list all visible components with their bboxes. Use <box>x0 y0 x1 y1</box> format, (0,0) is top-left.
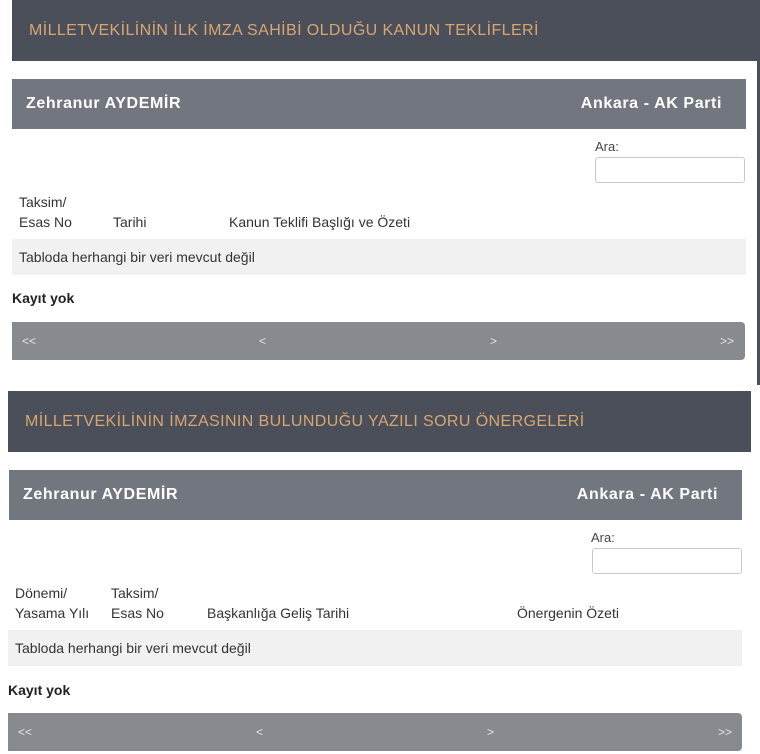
search-input[interactable] <box>592 548 742 574</box>
empty-message: Tabloda herhangi bir veri mevcut değil <box>19 249 255 265</box>
next-page-button[interactable]: > <box>490 334 498 348</box>
first-page-button[interactable]: << <box>22 334 37 348</box>
table-empty-row <box>12 239 746 275</box>
member-name: Zehranur AYDEMİR <box>23 486 179 503</box>
column-header-ozet[interactable] <box>517 603 619 623</box>
record-info: Kayıt yok <box>8 682 71 698</box>
pagination-bar <box>8 713 742 751</box>
last-page-button[interactable]: >> <box>720 334 735 348</box>
prev-page-button[interactable]: < <box>259 334 267 348</box>
column-header-label: Taksim/ Esas No <box>19 194 72 230</box>
record-info: Kayıt yok <box>12 290 75 306</box>
member-header <box>12 79 746 129</box>
section-title <box>12 0 760 61</box>
member-region: Ankara - AK Parti <box>580 95 722 112</box>
column-header-label: Önergenin Özeti <box>517 605 619 621</box>
prev-page-button[interactable]: < <box>256 725 264 739</box>
member-region: Ankara - AK Parti <box>576 486 718 503</box>
search-label: Ara: <box>591 530 615 545</box>
column-header-label: Tarihi <box>113 214 147 230</box>
member-name: Zehranur AYDEMİR <box>26 95 182 112</box>
pagination-bar <box>12 322 745 360</box>
next-page-button[interactable]: > <box>487 725 495 739</box>
first-page-button[interactable]: << <box>18 725 33 739</box>
column-header-label: Dönemi/ Yasama Yılı <box>15 585 90 621</box>
column-header-label: Başkanlığa Geliş Tarihi <box>207 605 350 621</box>
column-header-baslik[interactable] <box>229 212 410 232</box>
table-empty-row <box>8 630 742 666</box>
column-header-label: Taksim/ Esas No <box>111 585 164 621</box>
column-header-tarihi[interactable] <box>113 212 146 232</box>
search-label: Ara: <box>595 139 619 154</box>
column-header-label: Kanun Teklifi Başlığı ve Özeti <box>229 214 411 230</box>
column-header-esas-no[interactable] <box>111 583 164 623</box>
empty-message: Tabloda herhangi bir veri mevcut değil <box>15 640 251 656</box>
column-header-gelis-tarihi[interactable] <box>207 603 349 623</box>
search-input[interactable] <box>595 157 745 183</box>
section-title-text: MİLLETVEKİLİNİN İMZASININ BULUNDUĞU YAZILI SORU ÖNERGELERİ <box>25 412 585 430</box>
section-title <box>8 391 751 452</box>
column-header-esas-no[interactable] <box>19 192 72 232</box>
column-header-donem[interactable] <box>15 583 89 623</box>
last-page-button[interactable]: >> <box>718 725 733 739</box>
written-questions-section <box>0 391 760 754</box>
member-header <box>9 470 742 520</box>
section-title-text: MİLLETVEKİLİNİN İLK İMZA SAHİBİ OLDUĞU KANUN TEKLİFLERİ <box>29 21 539 39</box>
